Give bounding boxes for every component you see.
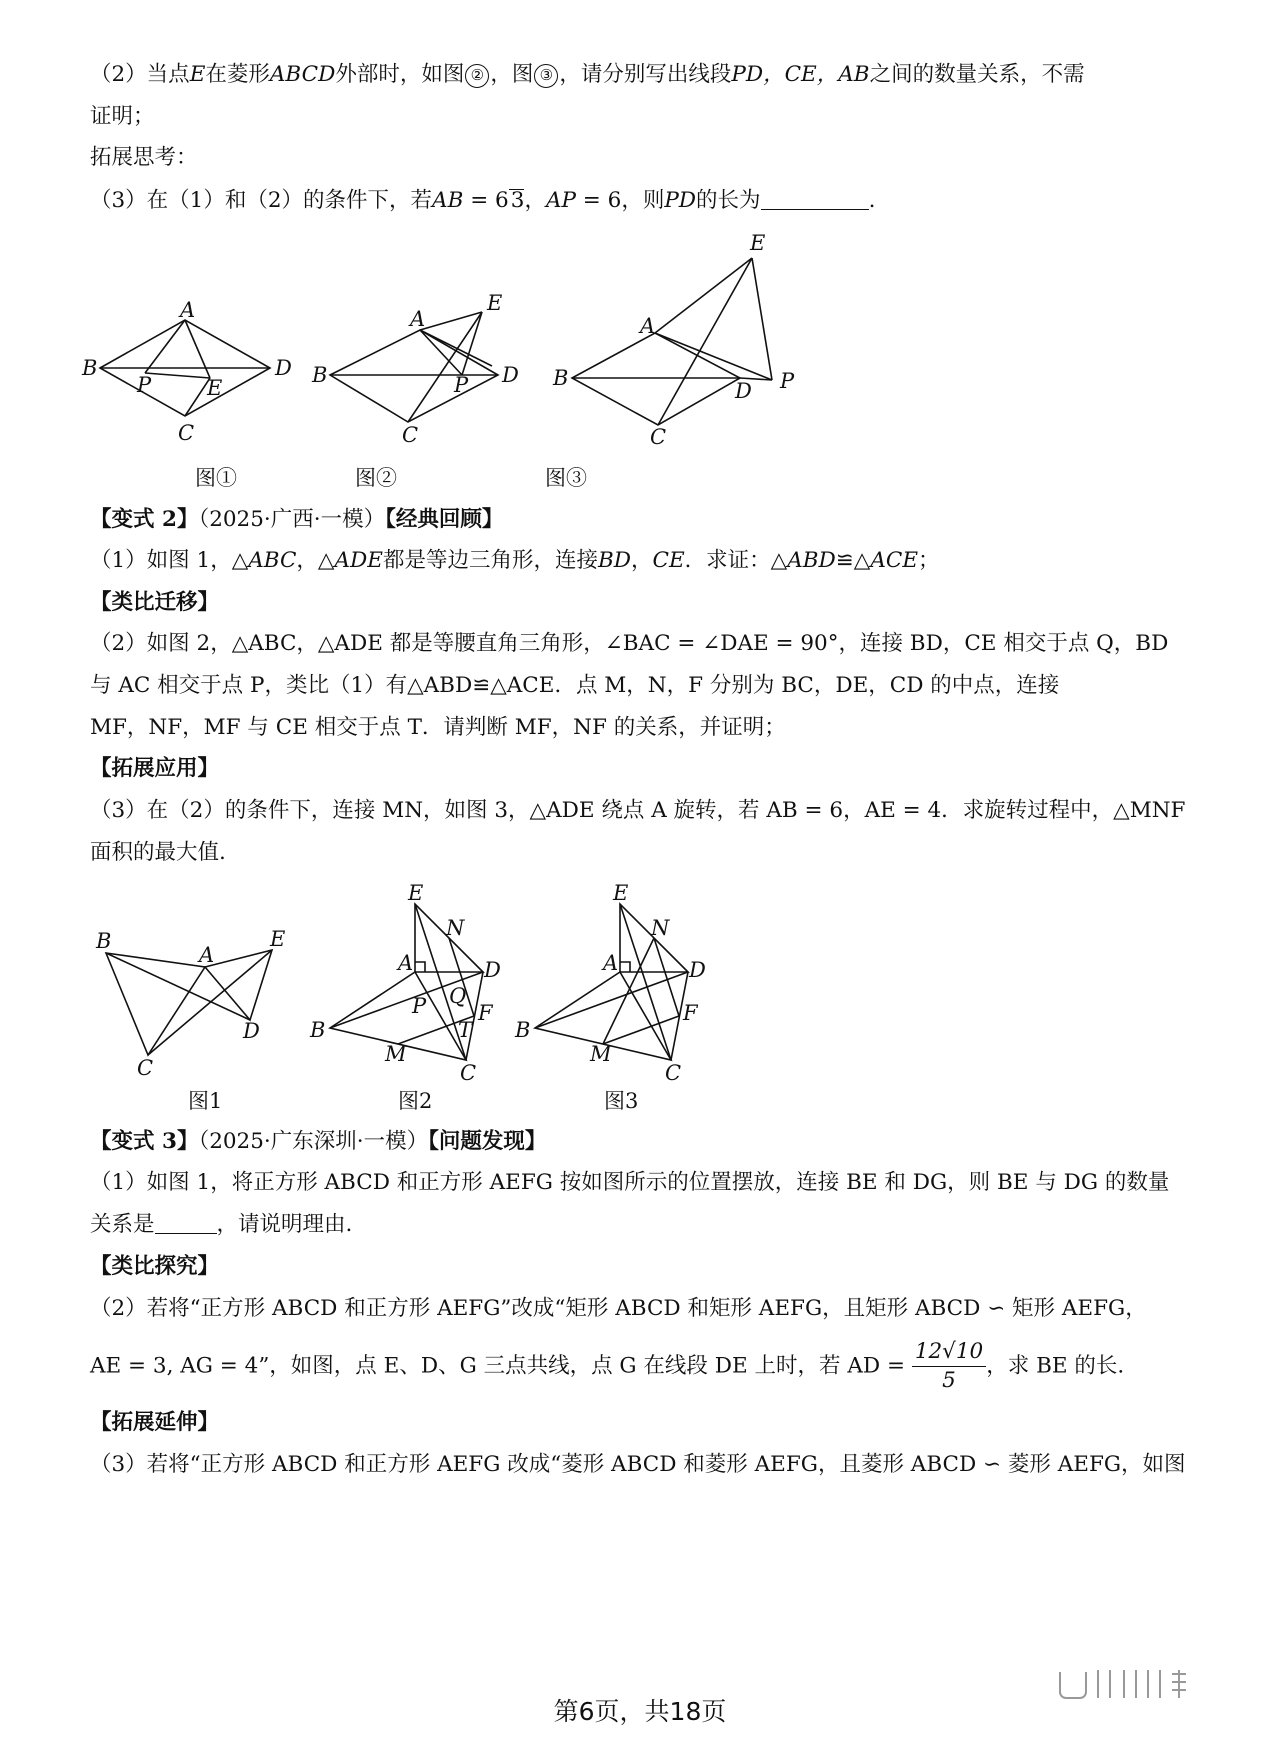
svg-text:F: F [683, 1001, 698, 1025]
variant2-p3-l1: （3）在（2）的条件下，连接 MN，如图 3，△ADE 绕点 A 旋转，若 AB = 6，AE = 4．求旋转过程中，△MNF [90, 798, 1186, 823]
svg-text:C: C [402, 423, 419, 447]
sqrt-3: 3 [510, 188, 525, 213]
svg-text:A: A [603, 951, 619, 975]
relation-blank[interactable] [155, 1213, 217, 1234]
svg-text:D: D [243, 1019, 260, 1043]
svg-text:B: B [553, 366, 569, 390]
svg-text:D: D [502, 363, 519, 387]
variant2-p1: （1）如图 1，△ABC，△ADE都是等边三角形，连接BD，CE．求证：△ABD≌△ACE； [90, 548, 940, 573]
answer-blank[interactable] [761, 189, 869, 210]
variant2-tag2: 【类比迁移】 [90, 590, 220, 615]
svg-text:A: A [180, 298, 196, 322]
svg-text:E: E [408, 881, 424, 905]
svg-text:C: C [665, 1061, 682, 1085]
variant3-tag2: 【类比探究】 [90, 1254, 220, 1279]
fig2-label-3: 图3 [604, 1089, 639, 1113]
svg-text:D: D [275, 356, 292, 380]
page-footer: 第6页，共18页 [553, 1697, 727, 1726]
svg-text:D: D [735, 379, 752, 403]
fig3-rhombus [572, 333, 740, 425]
svg-text:A: A [398, 951, 414, 975]
svg-text:P: P [780, 369, 795, 393]
svg-text:A: A [640, 314, 656, 338]
circled-3: ③ [534, 64, 558, 88]
variant3-p1-l1: （1）如图 1，将正方形 ABCD 和正方形 AEFG 按如图所示的位置摆放，连接 BE 和 DG，则 BE 与 DG 的数量 [90, 1170, 1170, 1195]
variant2-p2-l2: 与 AC 相交于点 P，类比（1）有△ABD≌△ACE．点 M，N，F 分别为 BC，DE，CD 的中点，连接 [90, 673, 1060, 698]
svg-text:B: B [515, 1018, 531, 1042]
fig2-rhombus [330, 330, 498, 422]
svg-text:T: T [458, 1018, 473, 1042]
svg-text:A: A [199, 943, 215, 967]
svg-text:D: D [689, 958, 706, 982]
variant3-title: 【变式 3】（2025·广东深圳·一模）【问题发现】 [90, 1129, 547, 1154]
extend-title: 拓展思考： [90, 145, 198, 170]
fig2-label-2: 图2 [398, 1089, 433, 1113]
fig-label-1: 图① [195, 466, 237, 490]
figure-set-2-points [95, 881, 706, 1085]
figure-set-1 [0, 230, 1280, 510]
svg-text:P: P [137, 373, 152, 397]
svg-text:B: B [312, 363, 328, 387]
svg-text:E: E [750, 231, 766, 255]
svg-text:P: P [412, 994, 427, 1018]
variant2-p2-l1: （2）如图 2，△ABC，△ADE 都是等腰直角三角形，∠BAC = ∠DAE = 90°，连接 BD，CE 相交于点 Q，BD [90, 631, 1169, 656]
circled-2: ② [465, 64, 489, 88]
variant2-p3-l2: 面积的最大值. [90, 840, 226, 865]
svg-text:D: D [484, 958, 501, 982]
variant2-title: 【变式 2】（2025·广西·一模）【经典回顾】 [90, 507, 504, 532]
svg-text:N: N [651, 916, 670, 940]
svg-text:E: E [270, 927, 286, 951]
variant3-tag3: 【拓展延伸】 [90, 1410, 220, 1435]
figure-set-2 [0, 880, 1280, 1120]
svg-text:N: N [446, 916, 465, 940]
fig-label-2: 图② [355, 466, 397, 490]
fig2-label-1: 图1 [188, 1089, 223, 1113]
svg-text:M: M [590, 1042, 612, 1066]
svg-text:B: B [82, 356, 98, 380]
fig-label-3: 图③ [545, 466, 587, 490]
q2-line-1: （2）当点E在菱形ABCD外部时，如图 ② ，图 ③ ，请分别写出线段PD，CE，AB之间的数量关系，不需 [90, 62, 1085, 87]
figure-1-1 [100, 320, 270, 416]
svg-text:E: E [207, 376, 223, 400]
svg-text:E: E [487, 291, 503, 315]
variant2-p2-l3: MF，NF，MF 与 CE 相交于点 T．请判断 MF，NF 的关系，并证明； [90, 715, 786, 740]
variant3-p1-l2: 关系是 ，请说明理由. [90, 1212, 353, 1237]
svg-text:B: B [96, 929, 112, 953]
svg-text:B: B [310, 1018, 326, 1042]
svg-text:C: C [460, 1061, 477, 1085]
svg-text:P: P [454, 373, 469, 397]
svg-text:C: C [137, 1056, 154, 1080]
svg-text:A: A [410, 307, 426, 331]
svg-text:C: C [178, 421, 195, 445]
variant3-p3-l1: （3）若将“正方形 ABCD 和正方形 AEFG 改成“菱形 ABCD 和菱形 AEFG，且菱形 ABCD ∽ 菱形 AEFG，如图 [90, 1452, 1186, 1477]
variant2-tag3: 【拓展应用】 [90, 756, 220, 781]
svg-text:E: E [613, 881, 629, 905]
svg-text:Q: Q [449, 984, 467, 1008]
svg-text:C: C [650, 425, 667, 449]
q2-line-2: 证明； [90, 104, 155, 129]
svg-text:M: M [385, 1042, 407, 1066]
ad-fraction: $\frac{12√10}{5}$ [912, 1338, 986, 1395]
variant3-p2-l1: （2）若将“正方形 ABCD 和正方形 AEFG”改成“矩形 ABCD 和矩形 AEFG，且矩形 ABCD ∽ 矩形 AEFG， [90, 1296, 1147, 1321]
variant3-p2-l2: AE = 3, AG = 4”，如图，点 E、D、G 三点共线，点 G 在线段 DE 上时，若 AD = $\frac{12√10}{5}$ ，求 BE 的长. [90, 1339, 1125, 1393]
svg-text:F: F [478, 1001, 493, 1025]
q3-line: （3）在（1）和（2）的条件下，若AB = 63，AP = 6，则PD的长为 . [90, 188, 876, 213]
